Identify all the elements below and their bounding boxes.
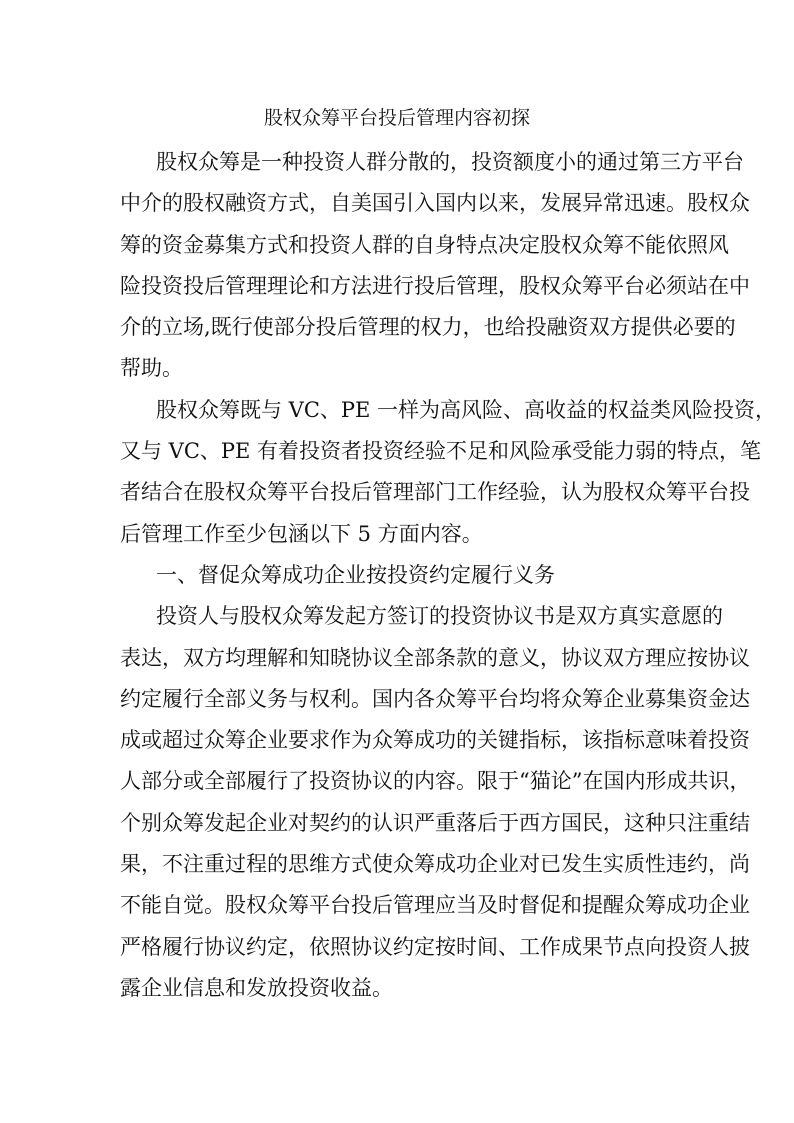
- text-line: 一、督促众筹成功企业按投资约定履行义务: [156, 562, 555, 587]
- text-line: 严格履行协议约定，依照协议约定按时间、工作成果节点向投资人披: [120, 934, 750, 959]
- text-line: 露企业信息和发放投资收益。: [120, 975, 393, 1000]
- document-body: [120, 142, 777, 1009]
- text-line: 不能自觉。股权众筹平台投后管理应当及时督促和提醒众筹成功企业: [120, 893, 750, 918]
- text-line: 个别众筹发起企业对契约的认识严重落后于西方国民，这种只注重结: [120, 810, 750, 835]
- paragraph: [120, 390, 777, 555]
- text-line: 又与 VC、PE 有着投资者投资经验不足和风险承受能力弱的特点，笔: [120, 439, 762, 464]
- text-line: 果，不注重过程的思维方式使众筹成功企业对已发生实质性违约，尚: [120, 852, 750, 877]
- paragraph: [120, 142, 750, 390]
- text-line: 帮助。: [120, 356, 183, 381]
- text-line: 投资人与股权众筹发起方签订的投资协议书是双方真实意愿的: [156, 604, 723, 629]
- text-line: 表达，双方均理解和知晓协议全部条款的意义，协议双方理应按协议: [120, 645, 750, 670]
- text-line: 后管理工作至少包涵以下 5 方面内容。: [120, 521, 483, 546]
- paragraph: [120, 596, 751, 1009]
- text-line: 人部分或全部履行了投资协议的内容。限于“猫论”在国内形成共识，: [120, 769, 751, 794]
- text-line: 中介的股权融资方式，自美国引入国内以来，发展异常迅速。股权众: [120, 191, 750, 216]
- text-line: 股权众筹是一种投资人群分散的，投资额度小的通过第三方平台: [156, 150, 744, 174]
- text-line: 约定履行全部义务与权利。国内各众筹平台均将众筹企业募集资金达: [120, 686, 750, 711]
- document-title: 股权众筹平台投后管理内容初探: [263, 107, 530, 129]
- text-line: 者结合在股权众筹平台投后管理部门工作经验，认为股权众筹平台投: [120, 480, 750, 505]
- text-line: 筹的资金募集方式和投资人群的自身特点决定股权众筹不能依照风: [120, 232, 729, 257]
- text-line: 成或超过众筹企业要求作为众筹成功的关键指标，该指标意味着投资: [120, 728, 750, 753]
- text-line: 险投资投后管理理论和方法进行投后管理，股权众筹平台必须站在中: [120, 273, 750, 298]
- section-heading: [120, 555, 676, 596]
- text-line: 介的立场,既行使部分投后管理的权力，也给投融资双方提供必要的: [120, 315, 736, 340]
- text-line: 股权众筹既与 VC、PE 一样为高风险、高收益的权益类风险投资，: [156, 397, 777, 422]
